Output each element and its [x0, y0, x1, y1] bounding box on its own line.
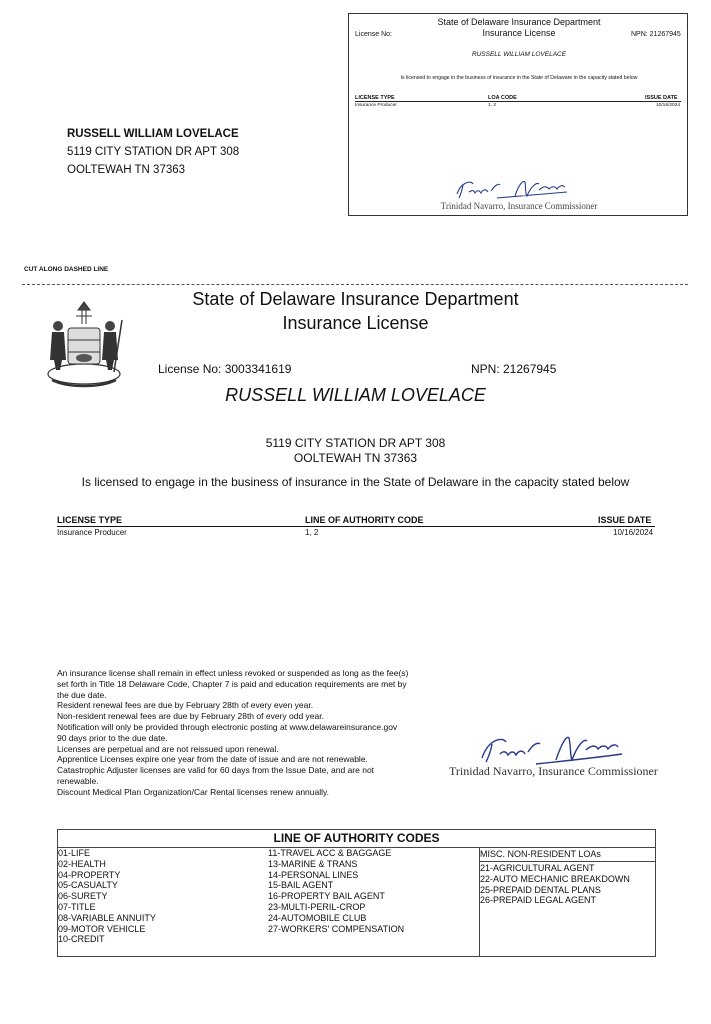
notice-line: Licenses are perpetual and are not reissued upon renewal. [57, 743, 279, 754]
notice-line: An insurance license shall remain in effect unless revoked or suspended as long as the fee(s) [57, 668, 409, 678]
card-signature-image [449, 176, 579, 202]
license-address-line2: OOLTEWAH TN 37363 [293, 451, 418, 465]
loa-code: 25-PREPAID DENTAL PLANS [480, 884, 601, 895]
notice-line: the due date. [57, 689, 107, 700]
card-statement: Is licensed to engage in the business of insurance in the State of Delaware in the capacity stated below [400, 75, 638, 81]
license-number: License No: 3003341619 [158, 362, 292, 376]
card-col-license-type: LICENSE TYPE [355, 95, 395, 101]
loa-code: 21-AGRICULTURAL AGENT [480, 863, 595, 873]
loa-code: 05-CASUALTY [58, 880, 118, 891]
loa-misc-rule [479, 861, 656, 862]
loa-code: 09-MOTOR VEHICLE [58, 923, 146, 934]
loa-code: 13-MARINE & TRANS [268, 858, 358, 869]
card-row-type: Insurance Producer [355, 103, 397, 108]
table-cell-loa-code: 1, 2 [305, 528, 319, 537]
card-col-issue: ISSUE DATE [645, 95, 678, 101]
notice-line: Apprentice Licenses expire one year from the date of issue and are not renewable. [57, 754, 368, 765]
wallet-card [348, 13, 688, 216]
loa-code: 15-BAIL AGENT [268, 880, 334, 891]
license-title: Insurance License [282, 313, 429, 333]
loa-misc-title: MISC. NON-RESIDENT LOAs [480, 849, 601, 859]
cut-label: CUT ALONG DASHED LINE [24, 266, 109, 273]
loa-code: 14-PERSONAL LINES [268, 869, 359, 880]
loa-code: 16-PROPERTY BAIL AGENT [268, 891, 385, 902]
loa-code: 26-PREPAID LEGAL AGENT [480, 895, 597, 906]
loa-column-3 [480, 863, 630, 906]
loa-column-2 [268, 848, 404, 934]
commissioner-name: Trinidad Navarro, Insurance Commissioner [449, 764, 658, 778]
loa-column-1 [58, 848, 156, 945]
table-cell-issue-date: 10/16/2024 [613, 528, 654, 537]
card-commissioner: Trinidad Navarro, Insurance Commissioner [440, 201, 598, 211]
mailing-address-line2: OOLTEWAH TN 37363 [67, 164, 186, 176]
card-col-loa: LOA CODE [488, 95, 517, 101]
loa-code: 10-CREDIT [58, 934, 105, 945]
notice-line: set forth in Title 18 Delaware Code, Chapter 7 is paid and education requirements are met by [57, 678, 407, 689]
license-address-line1: 5119 CITY STATION DR APT 308 [265, 436, 446, 450]
mailing-name: RUSSELL WILLIAM LOVELACE [67, 128, 239, 140]
mailing-address-line1: 5119 CITY STATION DR APT 308 [67, 146, 240, 158]
loa-code: 11-TRAVEL ACC & BAGGAGE [268, 848, 392, 858]
card-holder-name: RUSSELL WILLIAM LOVELACE [471, 51, 567, 58]
loa-code: 24-AUTOMOBILE CLUB [268, 912, 367, 923]
notice-line: Resident renewal fees are due by February 28th of every even year. [57, 700, 314, 711]
loa-code: 07-TITLE [58, 901, 96, 912]
license-title-dept: State of Delaware Insurance Department [192, 289, 519, 309]
notice-line: 90 days prior to the due date. [57, 732, 168, 743]
loa-code: 23-MULTI-PERIL-CROP [268, 901, 366, 912]
card-row-loa: 1, 2 [488, 103, 497, 108]
notice-line: Discount Medical Plan Organization/Car Rental licenses renew annually. [57, 786, 329, 797]
table-header-loa-code: LINE OF AUTHORITY CODE [305, 515, 424, 525]
loa-code: 04-PROPERTY [58, 869, 121, 880]
license-npn: NPN: 21267945 [471, 362, 557, 376]
table-header-license-type: LICENSE TYPE [57, 515, 123, 525]
notice-line: renewable. [57, 775, 99, 786]
loa-code: 22-AUTO MECHANIC BREAKDOWN [480, 873, 630, 884]
loa-code: 08-VARIABLE ANNUITY [58, 912, 156, 923]
license-holder-name: RUSSELL WILLIAM LOVELACE [225, 385, 486, 405]
notice-line: Non-resident renewal fees are due by February 28th of every odd year. [57, 711, 324, 722]
card-row-issue: 10/16/2024 [656, 103, 681, 108]
card-title-license: Insurance License [482, 28, 556, 38]
loa-code: 27-WORKERS' COMPENSATION [268, 923, 405, 934]
loa-code: 02-HEALTH [58, 858, 106, 869]
dashed-cut-line [22, 284, 688, 285]
table-header-rule [57, 526, 655, 527]
table-cell-license-type: Insurance Producer [57, 528, 127, 537]
license-statement: Is licensed to engage in the business of insurance in the State of Delaware in the capacity stated below [81, 475, 630, 489]
loa-codes-title: LINE OF AUTHORITY CODES [273, 831, 440, 845]
table-header-issue-date: ISSUE DATE [598, 515, 652, 525]
notice-line: Catastrophic Adjuster licenses are valid for 60 days from the Issue Date, and are not [57, 765, 375, 776]
loa-code: 01-LIFE [58, 848, 91, 858]
card-license-no-label: License No: [355, 31, 392, 38]
loa-code: 06-SURETY [58, 891, 108, 902]
renewal-notice [57, 668, 457, 798]
card-npn: NPN: 21267945 [631, 31, 681, 38]
card-table-rule [355, 101, 681, 102]
notice-line: Notification will only be provided through electronic posting at www.delawareinsurance.gov [57, 721, 398, 732]
card-title-dept: State of Delaware Insurance Department [437, 17, 601, 27]
